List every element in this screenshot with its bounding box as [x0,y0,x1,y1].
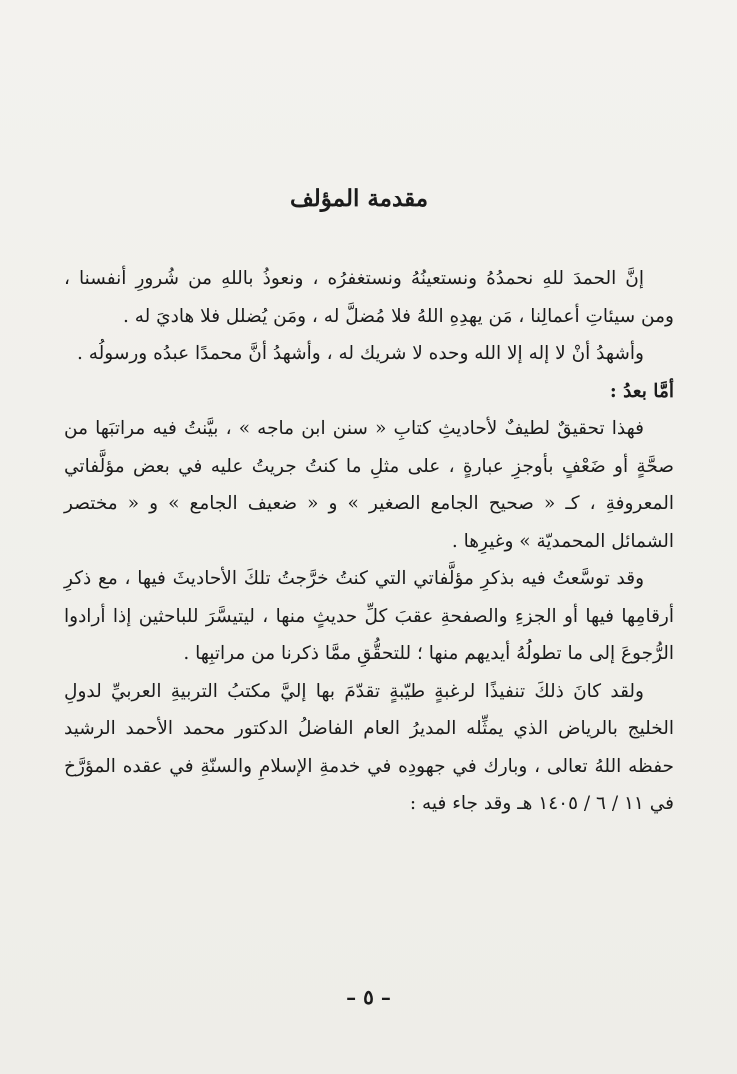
chapter-heading: مقدمة المؤلف [289,185,429,212]
paragraph-testimony: وأشهدُ أنْ لا إله إلا الله وحده لا شريك له ، وأشهدُ أنَّ محمدًا عبدُه ورسولُه . [76,343,644,364]
paragraph-amma-baad: أمَّا بعدُ : [609,380,674,402]
paragraph-book-description: فهذا تحقيقٌ لطيفٌ لأحاديثِ كتابِ « سنن ابن ماجه » ، بيَّنتُ فيه مراتبَها من صحَّةٍ أو ضَعْفٍ بأوجزِ عبارةٍ ، على مثلِ ما كنتُ جريتُ عليه في بعض مؤلَّفاتي المعروفةِ ، كـ « صحيح الجامع الصغير » و « ضعيف الجامع » و « مختصر الشمائل المحمديّة » وغيرِها . [64,418,674,552]
paragraph-references: وقد توسَّعتُ فيه بذكرِ مؤلَّفاتي التي كنتُ خرَّجتُ تلكَ الأحاديثَ فيها ، مع ذكرِ أرقامِها فيها أو الجزءِ والصفحةِ عقبَ كلِّ حديثٍ منها ، ليتيسَّرَ للباحثين إذا أرادوا الرُّجوعَ إلى ما تطولُهُ أيديهم منها ؛ للتحقُّقِ ممَّا ذكرنا من مراتبِها . [64,568,674,664]
paragraph-opening-praise: إنَّ الحمدَ للهِ نحمدُهُ ونستعينُهُ ونستغفرُه ، ونعوذُ باللهِ من شُرورِ أنفسنا ، ومن سيئاتِ أعمالِنا ، مَن يهدِهِ اللهُ فلا مُضلَّ له ، ومَن يُضلل فلا هاديَ له . [64,268,674,327]
paragraph-commission: ولقد كانَ ذلكَ تنفيذًا لرغبةٍ طيّبةٍ تقدّمَ بها إليَّ مكتبُ التربيةِ العربيِّ لدولِ الخليج بالرياض الذي يمثِّله المديرُ العام الفاضلُ الدكتور محمد الأحمد الرشيد حفظه اللهُ تعالى ، وبارك في جهودِه في خدمةِ الإسلامِ والسنّةِ في عقده المؤرَّخ في ١١ / ٦ / ١٤٠٥ هـ وقد جاء فيه : [64,680,674,814]
page-number: – ٥ – [346,985,391,1009]
page-body [64,185,674,823]
